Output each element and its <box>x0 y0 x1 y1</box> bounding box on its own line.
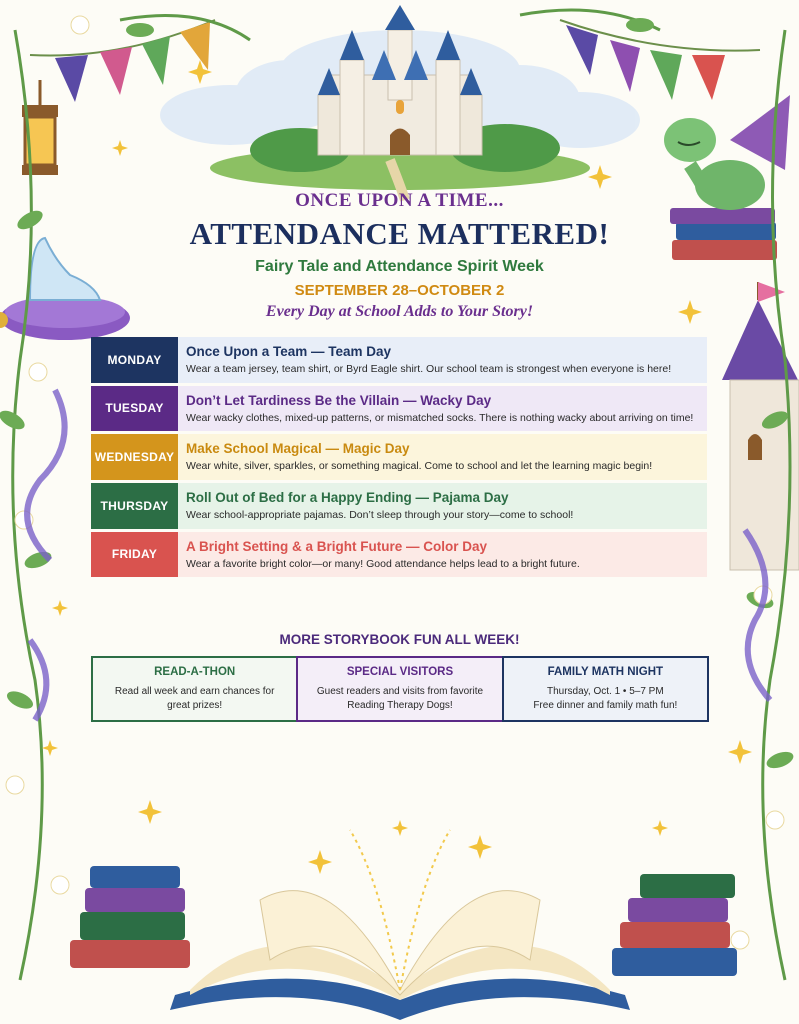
event-subtitle: Fairy Tale and Attendance Spirit Week <box>255 258 544 275</box>
read-a-thon-box <box>91 656 298 722</box>
day-description: Wear a favorite bright color—or many! Good attendance helps lead to a bright future. <box>186 557 580 570</box>
day-label: MONDAY <box>91 337 178 383</box>
day-row-wednesday <box>91 434 707 480</box>
day-details <box>178 386 707 432</box>
day-label: THURSDAY <box>91 483 178 529</box>
tagline: Every Day at School Adds to Your Story! <box>265 303 534 320</box>
day-details <box>178 337 707 383</box>
day-details <box>178 483 707 529</box>
day-theme: Make School Magical — Magic Day <box>186 441 410 457</box>
special-visitors-box <box>296 656 503 722</box>
kicker-text: ONCE UPON A TIME... <box>295 190 504 211</box>
day-description: Wear a team jersey, team shirt, or Byrd Eagle shirt. Our school team is strongest when everyone is here! <box>186 363 672 375</box>
more-fun-heading: MORE STORYBOOK FUN ALL WEEK! <box>279 632 520 647</box>
day-row-monday <box>91 337 707 383</box>
day-details <box>178 532 707 578</box>
day-description: Wear white, silver, sparkles, or something magical. Come to school and let the learning magic begin! <box>186 460 653 473</box>
day-description: Wear school-appropriate pajamas. Don’t sleep through your story—come to school! <box>186 508 574 521</box>
box-line: Guest readers and visits from favorite <box>316 686 484 697</box>
box-title: SPECIAL VISITORS <box>346 666 454 678</box>
day-theme: A Bright Setting & a Bright Future — Color Day <box>186 538 488 554</box>
day-row-tuesday <box>91 386 707 432</box>
day-label: WEDNESDAY <box>91 434 178 480</box>
day-description: Wear wacky clothes, mixed-up patterns, or mismatched socks. There is nothing wacky about arriving on time! <box>186 411 694 424</box>
day-label: FRIDAY <box>91 532 178 578</box>
more-fun-boxes <box>91 656 709 722</box>
day-row-friday <box>91 532 707 578</box>
box-title: READ-A-THON <box>154 666 236 678</box>
day-theme: Once Upon a Team — Team Day <box>186 344 392 359</box>
box-line: great prizes! <box>167 699 223 711</box>
page-title: ATTENDANCE MATTERED! <box>189 216 610 251</box>
spirit-week-schedule <box>91 337 707 580</box>
day-details <box>178 434 707 480</box>
day-label: TUESDAY <box>91 386 178 432</box>
family-math-night-box <box>502 656 709 722</box>
box-line: Read all week and earn chances for <box>114 686 275 697</box>
day-theme: Don’t Let Tardiness Be the Villain — Wacky Day <box>186 392 492 408</box>
box-line: Free dinner and family math fun! <box>533 699 678 711</box>
box-line: Reading Therapy Dogs! <box>347 699 453 711</box>
event-dates: SEPTEMBER 28–OCTOBER 2 <box>294 282 505 299</box>
box-title: FAMILY MATH NIGHT <box>547 666 664 678</box>
box-line: Thursday, Oct. 1 • 5–7 PM <box>546 686 664 697</box>
day-theme: Roll Out of Bed for a Happy Ending — Pajama Day <box>186 489 509 505</box>
day-row-thursday <box>91 483 707 529</box>
